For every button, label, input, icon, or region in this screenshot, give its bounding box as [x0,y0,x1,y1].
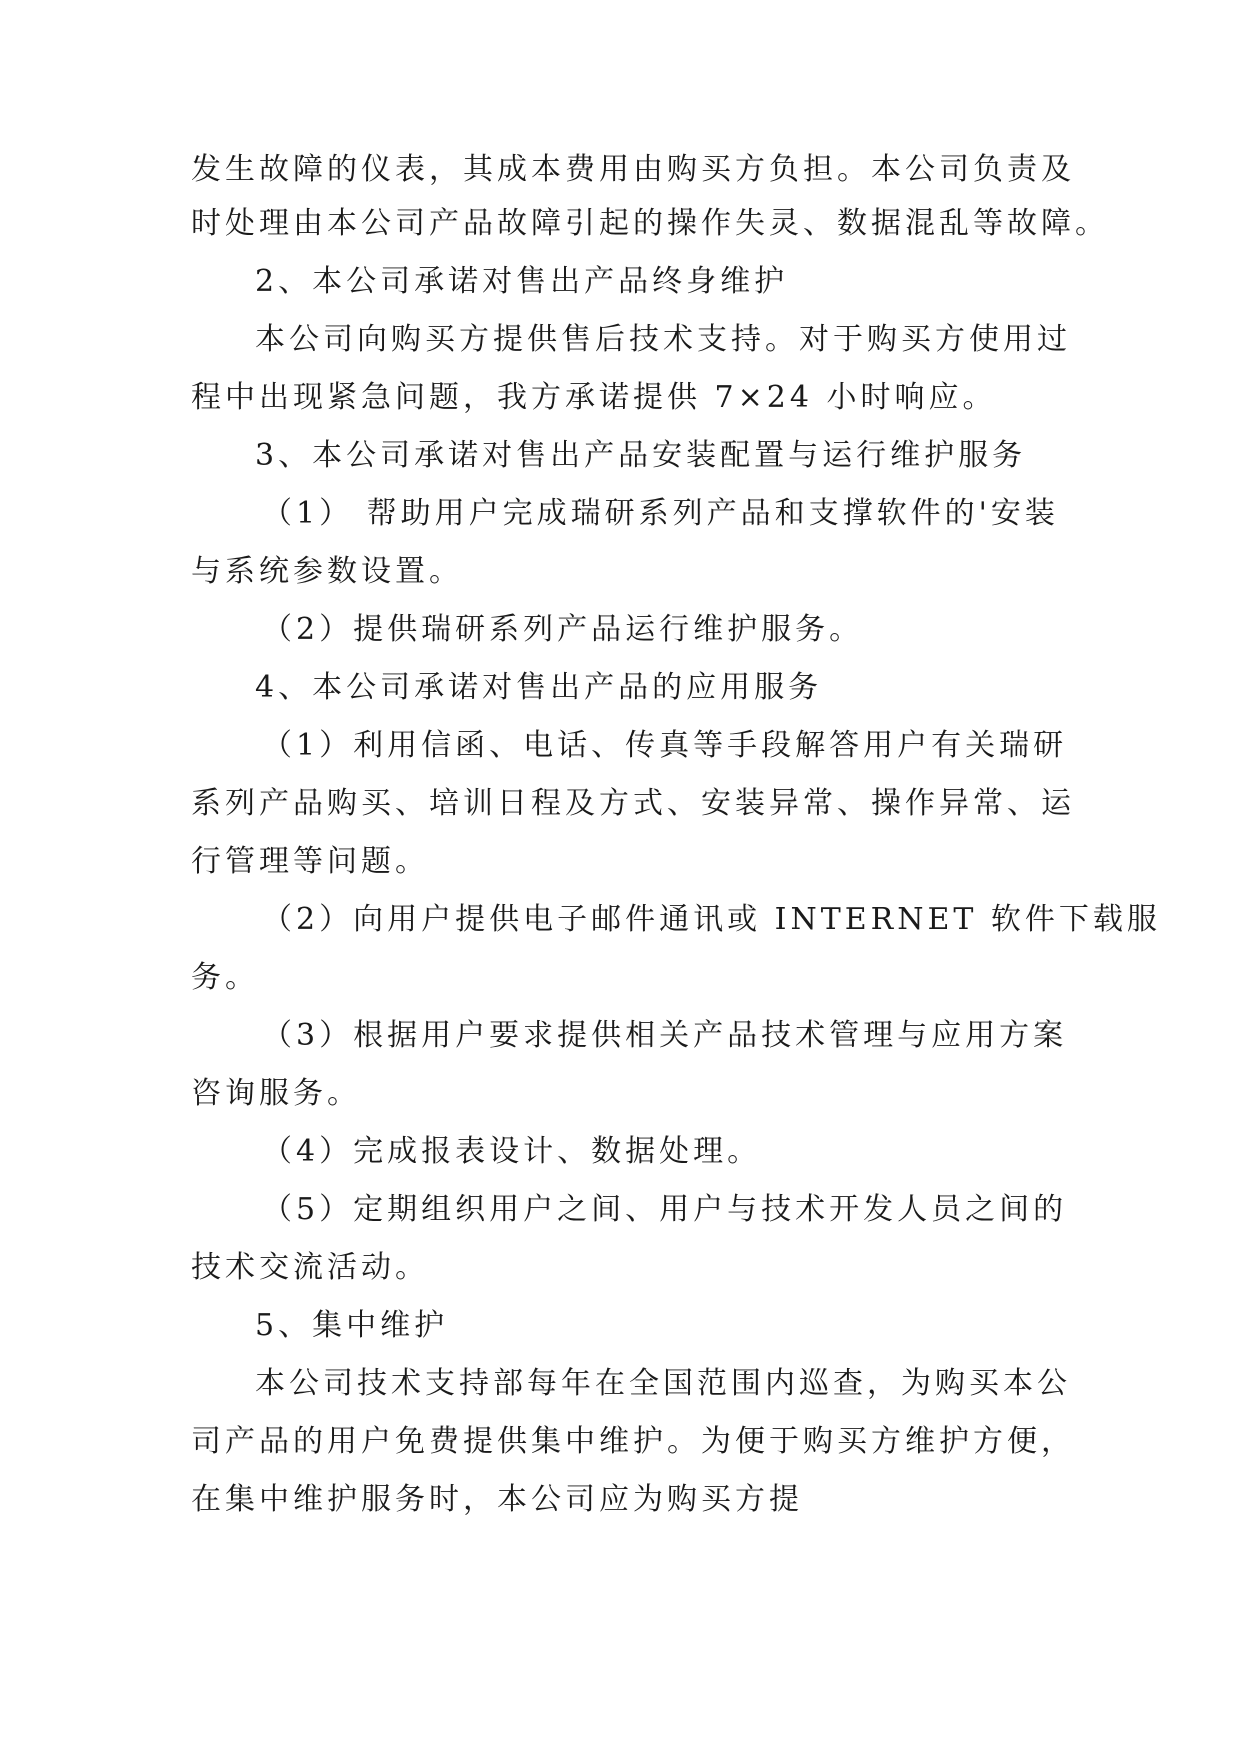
list-item-line: （2）提供瑞研系列产品运行维护服务。 [262,612,864,647]
paragraph-line: 在集中维护服务时，本公司应为购买方提 [191,1482,803,1517]
paragraph-line: 发生故障的仪表，其成本费用由购买方负担。本公司负责及 [191,152,1075,187]
list-item-line: （5）定期组织用户之间、用户与技术开发人员之间的 [262,1192,1068,1227]
list-item-line: （1）利用信函、电话、传真等手段解答用户有关瑞研 [262,728,1068,763]
section-heading: 2、本公司承诺对售出产品终身维护 [255,264,789,299]
paragraph-line: 司产品的用户免费提供集中维护。为便于购买方维护方便， [191,1424,1075,1459]
list-item-line: 与系统参数设置。 [191,554,463,589]
list-item-line: 务。 [191,960,259,995]
list-item-line: 技术交流活动。 [191,1250,429,1285]
paragraph-line: 程中出现紧急问题，我方承诺提供 7×24 小时响应。 [191,380,997,415]
list-item-line: （3）根据用户要求提供相关产品技术管理与应用方案 [262,1018,1068,1053]
list-item-line: 系列产品购买、培训日程及方式、安装异常、操作异常、运 [191,786,1075,821]
list-item-line: （2）向用户提供电子邮件通讯或 INTERNET 软件下载服 [262,902,1161,937]
list-item-line: （4）完成报表设计、数据处理。 [262,1134,762,1169]
section-heading: 3、本公司承诺对售出产品安装配置与运行维护服务 [255,438,1027,473]
list-item-line: （1） 帮助用户完成瑞研系列产品和支撑软件的'安装 [262,496,1059,531]
paragraph-line: 本公司技术支持部每年在全国范围内巡查，为购买本公 [255,1366,1071,1401]
paragraph-line: 时处理由本公司产品故障引起的操作失灵、数据混乱等故障。 [191,206,1109,241]
section-heading: 5、集中维护 [255,1308,449,1343]
list-item-line: 行管理等问题。 [191,844,429,879]
section-heading: 4、本公司承诺对售出产品的应用服务 [255,670,823,705]
list-item-line: 咨询服务。 [191,1076,361,1111]
paragraph-line: 本公司向购买方提供售后技术支持。对于购买方使用过 [255,322,1071,357]
